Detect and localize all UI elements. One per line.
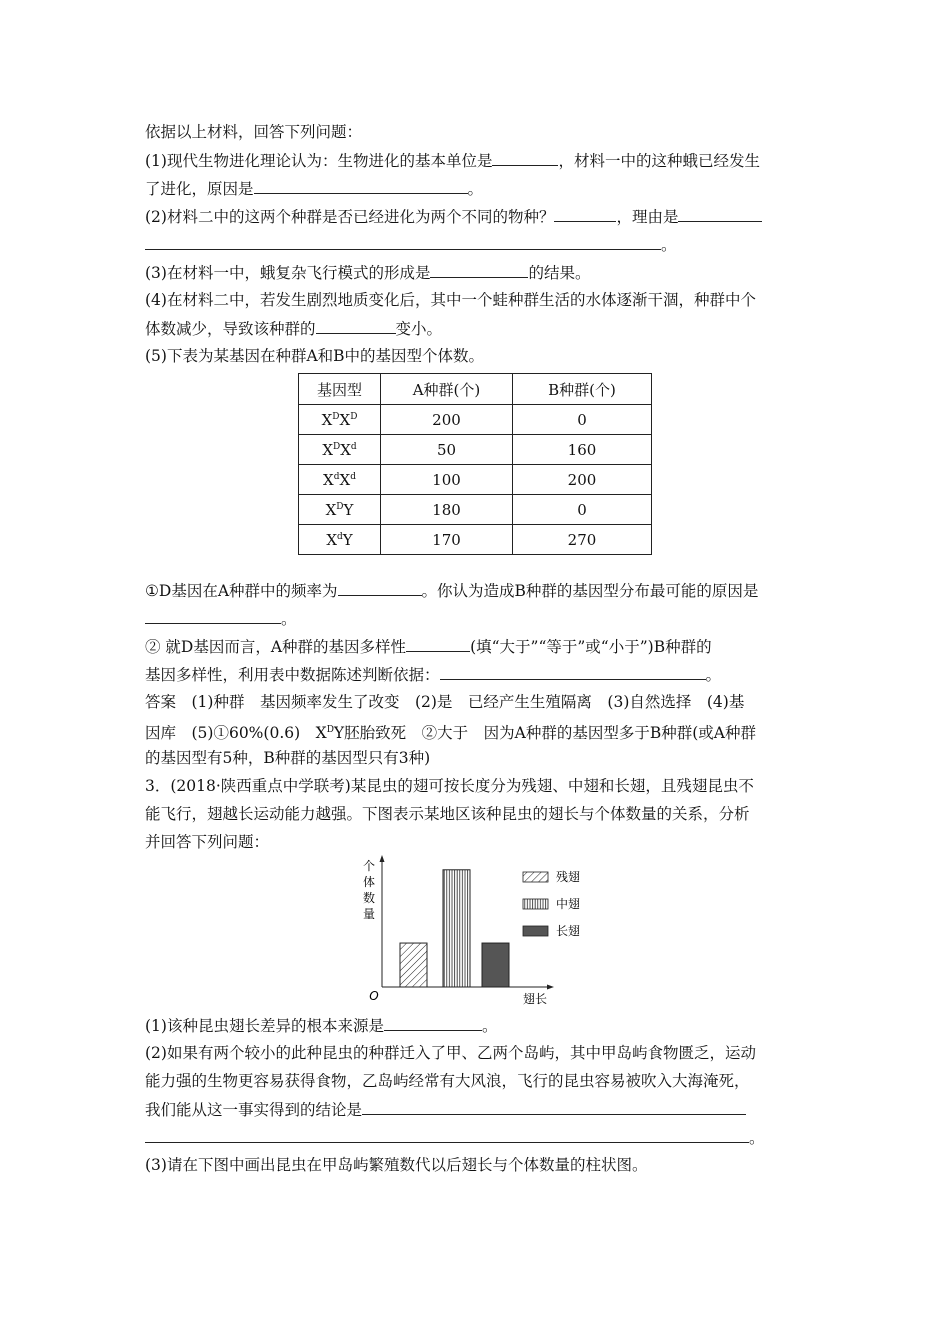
q5-2-text-b: (填“大于”“等于”或“小于”)B种群的	[470, 638, 712, 656]
count-b-cell: 0	[513, 405, 652, 435]
bar-residual-wing	[400, 943, 427, 987]
legend-swatch-long	[523, 926, 548, 936]
q5-2-blank-1[interactable]	[406, 636, 470, 652]
table-row	[299, 525, 652, 555]
p3q2-line4	[145, 1127, 765, 1148]
p3q2-text-a: 我们能从这一事实得到的结论是	[145, 1101, 363, 1119]
q5-1-line1	[145, 580, 758, 601]
q4-blank[interactable]	[316, 318, 396, 334]
genotype-table	[298, 373, 652, 555]
genotype-cell: $X^dX^d$	[299, 465, 381, 495]
q1-text-c: 了进化，原因是	[145, 180, 254, 198]
wing-length-bar-chart	[360, 855, 590, 1005]
table-header-row	[299, 374, 652, 405]
x-axis-arrow	[547, 985, 554, 990]
q2-line1	[145, 206, 762, 227]
table-header: A种群(个)	[381, 374, 513, 405]
answer-line3: 的基因型有5种，B种群的基因型只有3种)	[145, 749, 431, 767]
table-header: B种群(个)	[513, 374, 652, 405]
table-header: 基因型	[299, 374, 381, 405]
table-row	[299, 465, 652, 495]
q4-line2	[145, 318, 442, 339]
legend-label-long: 长翅	[556, 924, 581, 938]
q5-1-text-a: ①D基因在A种群中的频率为	[145, 582, 338, 600]
y-axis-label-char: 体	[362, 875, 376, 889]
genotype-cell: $X^dY$	[299, 525, 381, 555]
count-a-cell: 200	[381, 405, 513, 435]
q2-blank-3[interactable]	[145, 234, 661, 250]
q2-end: 。	[661, 236, 677, 254]
legend-swatch-medium	[523, 899, 548, 909]
q5-1-blank-1[interactable]	[338, 580, 422, 596]
q5-2-line2	[145, 664, 721, 685]
p3q2-end: 。	[749, 1129, 765, 1147]
answer-sup: D	[326, 725, 334, 735]
q5-1-line2	[145, 608, 297, 629]
p3q1-text-b: 。	[481, 1017, 498, 1035]
answer-line2	[145, 720, 756, 743]
p3q2-line2: 能力强的生物更容易获得食物，乙岛屿经常有大风浪，飞行的昆虫容易被吹入大海淹死，	[145, 1072, 750, 1090]
genotype-cell: $X^DY$	[299, 495, 381, 525]
q3-text-a: (3)在材料一中，蛾复杂飞行模式的形成是	[145, 264, 431, 282]
q2-text-a: (2)材料二中的这两个种群是否已经进化为两个不同的物种？	[145, 208, 555, 226]
genotype-cell: $X^DX^d$	[299, 435, 381, 465]
count-b-cell: 200	[513, 465, 652, 495]
q1-line2	[145, 178, 483, 199]
intro-text: 依据以上材料，回答下列问题：	[145, 123, 363, 141]
y-axis-label	[363, 859, 375, 921]
q5-2-line1	[145, 636, 712, 657]
answer-text-b: Y胚胎致死 ②大于 因为A种群的基因型多于B种群(或A种群	[333, 724, 756, 742]
y-axis-label-char: 个	[362, 859, 376, 873]
bar-medium-wing	[443, 870, 470, 987]
q5-1-end: 。	[281, 610, 297, 628]
answer-text-a: 因库 (5)①60%(0.6) X	[145, 724, 327, 742]
q3-text-b: 的结果。	[528, 264, 591, 282]
table-row	[299, 435, 652, 465]
count-b-cell: 270	[513, 525, 652, 555]
q1-text-a: (1)现代生物进化理论认为：生物进化的基本单位是	[145, 152, 493, 170]
q1-line1	[145, 150, 760, 171]
legend-label-medium: 中翅	[556, 897, 581, 911]
q5-2-text-c: 基因多样性，利用表中数据陈述判断依据：	[145, 666, 440, 684]
count-b-cell: 0	[513, 495, 652, 525]
count-a-cell: 170	[381, 525, 513, 555]
q2-text-b: ，理由是	[616, 208, 679, 226]
p3q1-line	[145, 1015, 497, 1036]
p3q3-line: (3)请在下图中画出昆虫在甲岛屿繁殖数代以后翅长与个体数量的柱状图。	[145, 1156, 648, 1174]
legend-label-residual: 残翅	[556, 870, 581, 884]
q1-text-b: ，材料一中的这种蛾已经发生	[558, 152, 760, 170]
q5-2-end: 。	[705, 666, 722, 684]
q1-blank-2[interactable]	[254, 178, 468, 194]
q4-text-b: 变小。	[395, 320, 443, 338]
table-row	[299, 405, 652, 435]
p3q2-blank-1[interactable]	[362, 1099, 746, 1115]
p3q2-line3	[145, 1099, 746, 1120]
problem3-line3: 并回答下列问题：	[145, 833, 270, 851]
p3q2-blank-2[interactable]	[145, 1127, 749, 1143]
origin-label: O	[369, 989, 379, 1003]
q2-line2	[145, 234, 677, 255]
q5-1-blank-2[interactable]	[145, 608, 281, 624]
y-axis-arrow	[380, 855, 385, 862]
q4-line1: (4)在材料二中，若发生剧烈地质变化后，其中一个蛙种群生活的水体逐渐干涸，种群中个	[145, 291, 756, 309]
p3q2-line1: (2)如果有两个较小的此种昆虫的种群迁入了甲、乙两个岛屿，其中甲岛屿食物匮乏，运动	[145, 1044, 756, 1062]
q3-line	[145, 262, 590, 283]
q5-1-text-b: 。你认为造成B种群的基因型分布最可能的原因是	[421, 582, 759, 600]
q3-blank[interactable]	[430, 262, 528, 278]
q4-text-a: 体数减少，导致该种群的	[145, 320, 316, 338]
q2-blank-1[interactable]	[554, 206, 616, 222]
legend-swatch-residual	[523, 872, 548, 882]
count-a-cell: 180	[381, 495, 513, 525]
problem3-line1: 3．(2018·陕西重点中学联考)某昆虫的翅可按长度分为残翅、中翅和长翅，且残翅昆虫不	[145, 777, 754, 795]
count-a-cell: 100	[381, 465, 513, 495]
answer-line1: 答案 (1)种群 基因频率发生了改变 (2)是 已经产生生殖隔离 (3)自然选择 (4)基	[145, 693, 745, 711]
genotype-cell: $X^DX^D$	[299, 405, 381, 435]
count-a-cell: 50	[381, 435, 513, 465]
y-axis-label-char: 量	[362, 907, 376, 921]
bar-long-wing	[482, 943, 509, 987]
q5-intro: (5)下表为某基因在种群A和B中的基因型个体数。	[145, 347, 485, 365]
count-b-cell: 160	[513, 435, 652, 465]
q1-end: 。	[467, 180, 484, 198]
table-row	[299, 495, 652, 525]
y-axis-label-char: 数	[362, 891, 376, 905]
problem3-line2: 能飞行，翅越长运动能力越强。下图表示某地区该种昆虫的翅长与个体数量的关系，分析	[145, 805, 750, 823]
q5-2-text-a: ② 就D基因而言，A种群的基因多样性	[145, 638, 407, 656]
q2-blank-2[interactable]	[678, 206, 762, 222]
p3q1-text-a: (1)该种昆虫翅长差异的根本来源是	[145, 1017, 384, 1035]
x-axis-label: 翅长	[522, 992, 548, 1005]
q5-2-blank-2[interactable]	[440, 664, 706, 680]
q1-blank-1[interactable]	[492, 150, 558, 166]
p3q1-blank[interactable]	[384, 1015, 482, 1031]
